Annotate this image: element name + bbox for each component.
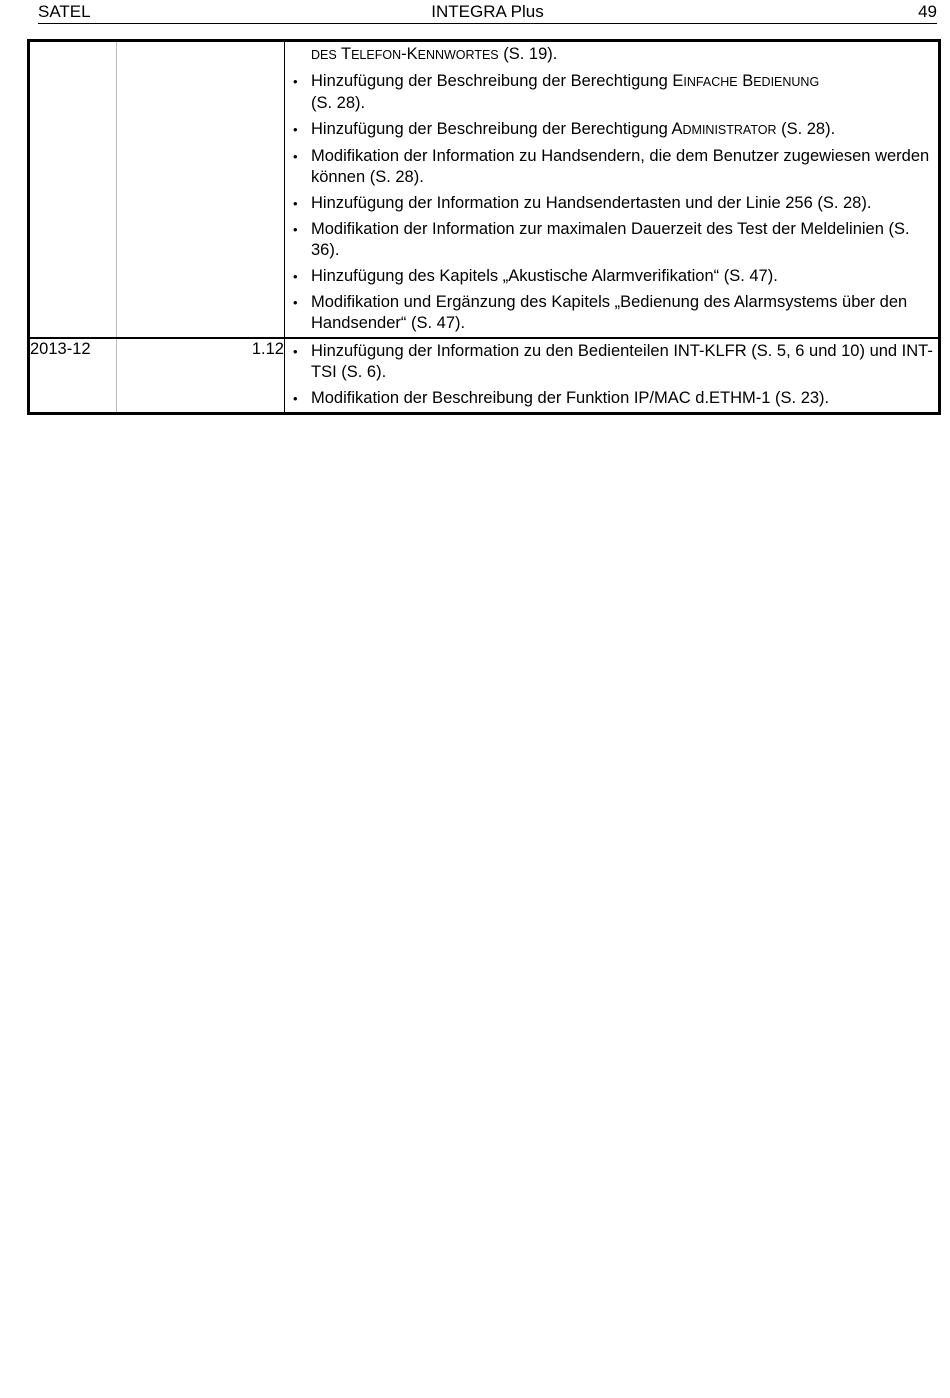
list-item: • Hinzufügung der Information zu Handsendertasten und der Linie 256 (S. 28).	[293, 194, 872, 212]
changes-list	[285, 341, 938, 409]
list-item: • Hinzufügung der Beschreibung der Berechtigung ADMINISTRATOR (S. 28).	[293, 120, 836, 138]
list-item-continuation: DES TELEFON-KENNWORTES (S. 19).	[311, 45, 558, 63]
page-header	[38, 2, 937, 24]
list-item: • Modifikation der Information zu Handsendern, die dem Benutzer zugewiesen werden können (S. 28).	[293, 147, 930, 186]
bullet-icon: •	[293, 295, 298, 310]
list-item: • Modifikation der Information zur maximalen Dauerzeit des Test der Meldelinien (S. 36).	[293, 220, 910, 259]
header-brand: SATEL	[38, 2, 91, 21]
bullet-icon: •	[293, 74, 298, 89]
revision-history-table	[27, 39, 941, 415]
list-item: • Hinzufügung der Information zu den Bedienteilen INT-KLFR (S. 5, 6 und 10) und INT-TSI (S. 6).	[293, 342, 933, 381]
version-cell: 1.12	[117, 338, 285, 414]
list-item: • Modifikation der Beschreibung der Funktion IP/MAC d.ETHM-1 (S. 23).	[293, 389, 830, 407]
bullet-icon: •	[293, 344, 298, 359]
date-cell	[29, 41, 117, 339]
changes-cell	[285, 41, 940, 339]
list-item: • Hinzufügung des Kapitels „Akustische Alarmverifikation“ (S. 47).	[293, 267, 778, 285]
bullet-icon: •	[293, 222, 298, 237]
table-row	[29, 338, 940, 414]
page-number: 49	[918, 2, 937, 21]
list-item: • Modifikation und Ergänzung des Kapitels „Bedienung des Alarmsystems über den Handsender“ (S. 47).	[293, 293, 908, 332]
header-title: INTEGRA Plus	[431, 2, 544, 21]
list-item: • Hinzufügung der Beschreibung der Berechtigung EINFACHE BEDIENUNG (S. 28).	[293, 72, 820, 112]
bullet-icon: •	[293, 196, 298, 211]
bullet-icon: •	[293, 391, 298, 406]
changes-list	[285, 44, 938, 334]
changes-cell	[285, 338, 940, 414]
version-cell	[117, 41, 285, 339]
bullet-icon: •	[293, 122, 298, 137]
bullet-icon: •	[293, 269, 298, 284]
date-cell: 2013-12	[29, 338, 117, 414]
table-row	[29, 41, 940, 339]
bullet-icon: •	[293, 149, 298, 164]
